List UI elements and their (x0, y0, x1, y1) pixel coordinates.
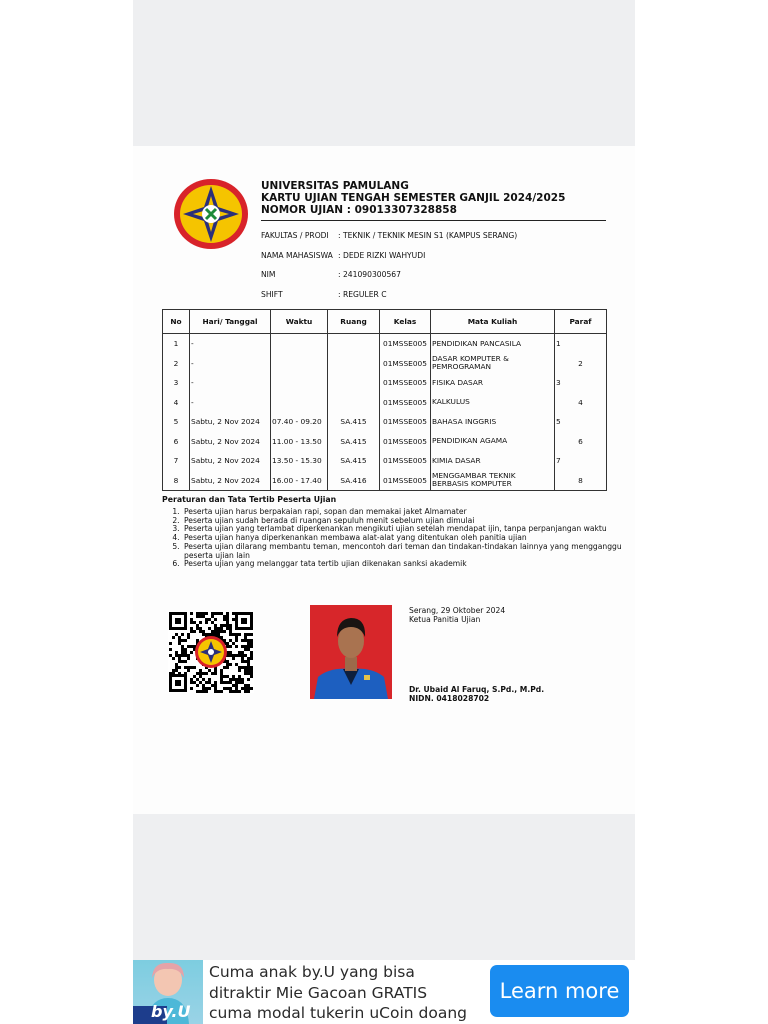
ad-image[interactable] (133, 960, 203, 1024)
ad-banner[interactable] (133, 960, 635, 1024)
cell-time (271, 354, 328, 374)
cell-paraf: 3 (555, 373, 607, 393)
cell-date: Sabtu, 2 Nov 2024 (190, 471, 271, 491)
table-header-row (163, 310, 607, 334)
student-photo (310, 605, 392, 699)
exam-schedule-table (162, 309, 607, 491)
card-header (261, 180, 565, 216)
table-row (163, 412, 607, 432)
column-header: Kelas (380, 310, 431, 334)
cell-course: BAHASA INGGRIS (431, 412, 555, 432)
cell-paraf: 5 (555, 412, 607, 432)
cell-room: SA.416 (328, 471, 380, 491)
column-header: Hari/ Tanggal (190, 310, 271, 334)
cell-room (328, 334, 380, 354)
cell-room (328, 373, 380, 393)
column-header: Waktu (271, 310, 328, 334)
cell-date: Sabtu, 2 Nov 2024 (190, 432, 271, 452)
cell-class: 01MSSE005 (380, 354, 431, 374)
cell-paraf: 7 (555, 451, 607, 471)
rule-item: 6. Peserta ujian yang melanggar tata tertib ujian dikenakan sanksi akademik (182, 560, 627, 569)
column-header: No (163, 310, 190, 334)
cell-no: 1 (163, 334, 190, 354)
cell-paraf: 1 (555, 334, 607, 354)
info-label: NIM (261, 270, 276, 279)
cell-room: SA.415 (328, 432, 380, 452)
cell-paraf: 2 (555, 354, 607, 374)
signature-role: Ketua Panitia Ujian (409, 615, 481, 624)
ad-text[interactable] (209, 962, 467, 1024)
ad-text-line: ditraktir Mie Gacoan GRATIS (209, 983, 428, 1002)
ad-text-line: Cuma anak by.U yang bisa (209, 963, 415, 981)
university-logo (173, 178, 249, 250)
cell-time: 11.00 - 13.50 (271, 432, 328, 452)
cell-paraf: 4 (555, 393, 607, 413)
column-header: Mata Kuliah (431, 310, 555, 334)
cell-room (328, 393, 380, 413)
signer-nidn: NIDN. 0418028702 (409, 694, 490, 703)
cell-class: 01MSSE005 (380, 334, 431, 354)
column-header: Ruang (328, 310, 380, 334)
info-value: : DEDE RIZKI WAHYUDI (338, 251, 426, 260)
cell-time: 13.50 - 15.30 (271, 451, 328, 471)
card-title: KARTU UJIAN TENGAH SEMESTER GANJIL 2024/2025 (261, 192, 566, 204)
rule-item: 4. Peserta ujian hanya diperkenankan membawa alat-alat yang ditentukan oleh panitia ujian (182, 534, 627, 543)
cell-course: PENDIDIKAN PANCASILA (431, 334, 555, 354)
cell-course: MENGGAMBAR TEKNIK BERBASIS KOMPUTER (431, 471, 555, 491)
info-nim (261, 270, 401, 279)
cell-no: 4 (163, 393, 190, 413)
signer-name: Dr. Ubaid Al Faruq, S.Pd., M.Pd. (409, 685, 545, 694)
table-row (163, 334, 607, 354)
info-value: : 241090300567 (338, 270, 401, 279)
cell-class: 01MSSE005 (380, 471, 431, 491)
university-name: UNIVERSITAS PAMULANG (261, 180, 409, 192)
info-faculty (261, 231, 517, 240)
table-row (163, 432, 607, 452)
column-header: Paraf (555, 310, 607, 334)
learn-more-button[interactable]: Learn more (490, 965, 629, 1017)
cell-no: 8 (163, 471, 190, 491)
rule-item: 5. Peserta ujian dilarang membantu teman, mencontoh dari teman dan tindakan-tindakan lainnya yang mengganggu peserta ujian lain (182, 543, 627, 560)
ad-brand-label: by.U (151, 1002, 191, 1021)
table-row (163, 393, 607, 413)
cell-course: PENDIDIKAN AGAMA (431, 432, 555, 452)
info-value: : TEKNIK / TEKNIK MESIN S1 (KAMPUS SERANG) (338, 231, 518, 240)
rule-item: 2. Peserta ujian sudah berada di ruangan sepuluh menit sebelum ujian dimulai (182, 517, 627, 526)
cell-no: 3 (163, 373, 190, 393)
cell-room: SA.415 (328, 412, 380, 432)
cell-time (271, 393, 328, 413)
cell-paraf: 8 (555, 471, 607, 491)
cell-no: 2 (163, 354, 190, 374)
cell-date: - (190, 354, 271, 374)
qr-code (168, 611, 254, 693)
cell-time (271, 373, 328, 393)
ad-text-line: cuma modal tukerin uCoin doang (209, 1004, 467, 1022)
info-student-name (261, 251, 425, 260)
cell-date: - (190, 373, 271, 393)
rule-item: 3. Peserta ujian yang terlambat diperkenankan mengikuti ujian setelah mendapat ijin, tanpa perpanjangan waktu (182, 525, 627, 534)
table-row (163, 373, 607, 393)
rule-item: 1. Peserta ujian harus berpakaian rapi, sopan dan memakai jaket Almamater (182, 508, 627, 517)
info-shift (261, 290, 387, 299)
rules-title: Peraturan dan Tata Tertib Peserta Ujian (162, 495, 337, 504)
viewer-background-top (133, 0, 635, 146)
info-value: : REGULER C (338, 290, 387, 299)
cell-course: FISIKA DASAR (431, 373, 555, 393)
viewer-background-bottom (133, 814, 635, 960)
signature-place-date: Serang, 29 Oktober 2024 (409, 606, 506, 615)
cell-no: 7 (163, 451, 190, 471)
exam-number: NOMOR UJIAN : 09013307328858 (261, 204, 457, 216)
cell-date: Sabtu, 2 Nov 2024 (190, 412, 271, 432)
table-row (163, 471, 607, 491)
cell-no: 5 (163, 412, 190, 432)
cell-paraf: 6 (555, 432, 607, 452)
info-label: NAMA MAHASISWA (261, 251, 333, 260)
cell-class: 01MSSE005 (380, 451, 431, 471)
table-row (163, 354, 607, 374)
header-divider (261, 220, 606, 221)
cell-class: 01MSSE005 (380, 412, 431, 432)
cell-room (328, 354, 380, 374)
cell-date: - (190, 334, 271, 354)
cell-class: 01MSSE005 (380, 393, 431, 413)
cell-date: Sabtu, 2 Nov 2024 (190, 451, 271, 471)
cell-class: 01MSSE005 (380, 373, 431, 393)
rules-list (162, 508, 627, 569)
info-label: SHIFT (261, 290, 283, 299)
cell-room: SA.415 (328, 451, 380, 471)
cell-time (271, 334, 328, 354)
info-label: FAKULTAS / PRODI (261, 231, 329, 240)
cell-no: 6 (163, 432, 190, 452)
cell-course: KALKULUS (431, 393, 555, 413)
table-row (163, 451, 607, 471)
cell-time: 16.00 - 17.40 (271, 471, 328, 491)
cell-course: DASAR KOMPUTER & PEMROGRAMAN (431, 354, 555, 374)
cell-date: - (190, 393, 271, 413)
cell-course: KIMIA DASAR (431, 451, 555, 471)
cell-class: 01MSSE005 (380, 432, 431, 452)
cell-time: 07.40 - 09.20 (271, 412, 328, 432)
